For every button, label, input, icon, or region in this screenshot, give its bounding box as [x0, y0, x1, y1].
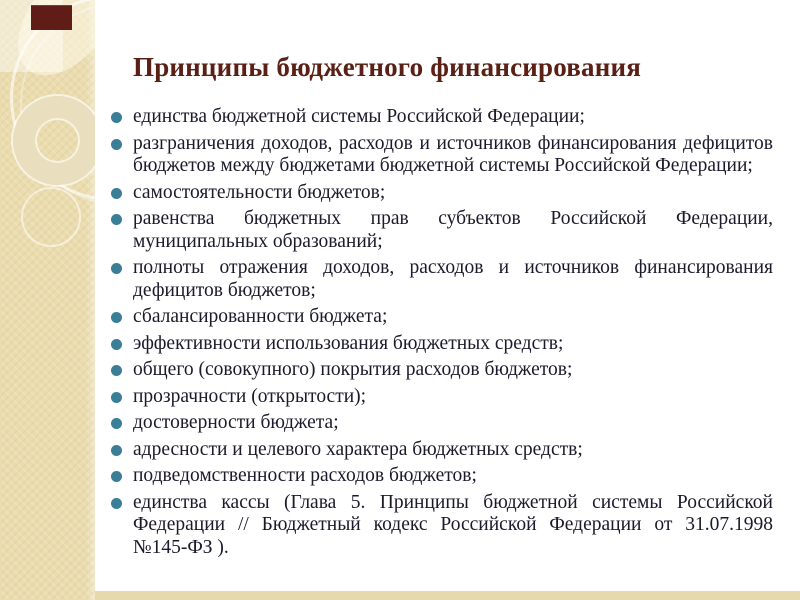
bullet-icon [111, 139, 122, 150]
list-item-text: достоверности бюджета; [133, 412, 339, 433]
list-item-text: единства бюджетной системы Российской Федерации; [133, 106, 585, 127]
list-item-text: самостоятельности бюджетов; [133, 181, 386, 203]
list-item-text: общего (совокупного) покрытия расходов бюджетов; [133, 359, 573, 380]
bullet-icon [111, 365, 122, 376]
bullet-list [111, 106, 773, 563]
list-item [111, 106, 773, 129]
list-item [111, 412, 773, 435]
list-item [111, 359, 773, 382]
slide-title: Принципы бюджетного финансирования [133, 52, 642, 82]
bullet-icon [111, 471, 122, 482]
bullet-icon [111, 418, 122, 429]
list-item [111, 465, 773, 488]
list-item-text: полноты отражения доходов, расходов и источников финансирования дефицитов бюджетов; [133, 257, 773, 301]
bullet-icon [111, 188, 122, 199]
list-item-text: эффективности использования бюджетных средств; [133, 332, 564, 354]
list-item [111, 306, 773, 329]
decorative-thick-ring [13, 96, 95, 185]
decorative-circle-outline-3 [21, 187, 81, 247]
list-item-text: прозрачности (открытости); [133, 385, 367, 407]
list-item-text: адресности и целевого характера бюджетных средств; [133, 438, 583, 460]
slide-content [95, 0, 800, 600]
bottom-rule [95, 591, 800, 600]
list-item-text: равенства бюджетных прав субъектов Российской Федерации, муниципальных образований; [133, 208, 773, 252]
bullet-icon [111, 214, 122, 225]
bullet-icon [111, 112, 122, 123]
list-item [111, 182, 773, 205]
bullet-icon [111, 339, 122, 350]
bullet-icon [111, 312, 122, 323]
list-item-text: сбалансированности бюджета; [133, 306, 388, 327]
bullet-icon [111, 263, 122, 274]
list-item [111, 492, 773, 560]
list-item [111, 208, 773, 253]
list-item-text: подведомственности расходов бюджетов; [133, 465, 477, 486]
list-item [111, 386, 773, 409]
list-item [111, 333, 773, 356]
list-item-text: единства кассы (Глава 5. Принципы бюджетной системы Российской Федерации // Бюджетный кодекс Российской Федерации от 31.07.1998 №145-ФЗ ). [133, 491, 773, 558]
accent-rectangle [31, 5, 72, 30]
list-item [111, 439, 773, 462]
sidebar-decoration [0, 0, 95, 600]
list-item-text: разграничения доходов, расходов и источников финансирования дефицитов бюджетов между бюджетами бюджетной системы Российской Федерации; [133, 132, 773, 176]
list-item [111, 133, 773, 178]
bullet-icon [111, 498, 122, 509]
bullet-icon [111, 392, 122, 403]
bullet-icon [111, 445, 122, 456]
list-item [111, 257, 773, 302]
